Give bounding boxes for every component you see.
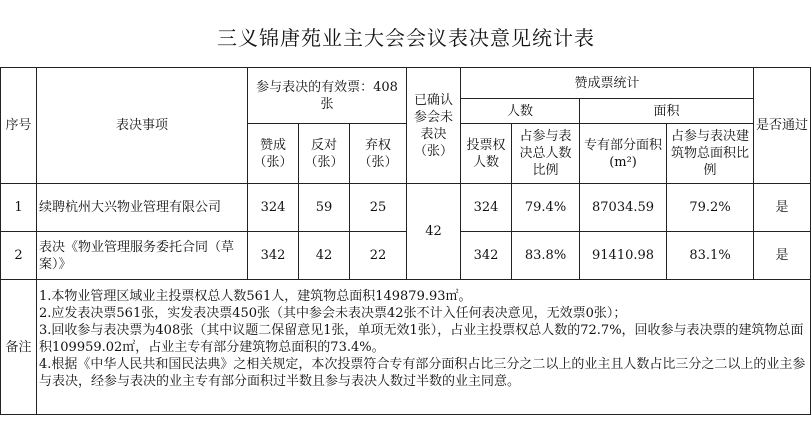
note-line: 4.根据《中华人民共和国民法典》之相关规定，本次投票符合专有部分面积占比三分之二以上的业主且人数占比三分之二以上的业主参与表决，经参与表决的业主专有部分面积过半数且参与表决人数过半数的业主同意。	[39, 357, 806, 389]
header-matter: 表决事项	[37, 68, 248, 184]
row-against: 42	[299, 232, 350, 280]
row-passed: 是	[754, 184, 811, 232]
row-area-ratio: 79.2%	[667, 184, 754, 232]
vote-statistics-table	[0, 67, 811, 415]
header-passed: 是否通过	[754, 68, 811, 184]
notes-label: 备注	[1, 280, 37, 415]
table-row	[1, 232, 811, 280]
header-person-ratio: 占参与表决总人数比例	[512, 124, 580, 184]
row-matter: 续聘杭州大兴物业管理有限公司	[37, 184, 248, 232]
header-vote-count: 投票权人数	[461, 124, 512, 184]
row-vote-count: 342	[461, 232, 512, 280]
row-abstain: 25	[350, 184, 407, 232]
row-agree: 342	[248, 232, 299, 280]
header-area-ratio: 占参与表决建筑物总面积比例	[667, 124, 754, 184]
row-seq: 1	[1, 184, 37, 232]
header-valid-votes: 参与表决的有效票：408张	[248, 68, 407, 124]
header-area: 面积	[580, 99, 754, 124]
header-seq: 序号	[1, 68, 37, 184]
row-against: 59	[299, 184, 350, 232]
table-row	[1, 184, 811, 232]
row-agree: 324	[248, 184, 299, 232]
header-agree: 赞成（张）	[248, 124, 299, 184]
row-vote-count: 324	[461, 184, 512, 232]
note-line: 3.回收参与表决票为408张（其中议题二保留意见1张，单项无效1张），占业主投票权总人数的72.7%，回收参与表决票的建筑物总面积109959.02㎡，占业主专有部分建筑物总面积的73.4%。	[39, 323, 804, 355]
header-exclusive-area: 专有部分面积(m²)	[580, 124, 667, 184]
page-title: 三义锦唐苑业主大会会议表决意见统计表	[217, 26, 595, 50]
row-person-ratio: 79.4%	[512, 184, 580, 232]
row-abstain: 22	[350, 232, 407, 280]
row-exclusive-area: 91410.98	[580, 232, 667, 280]
confirmed-unvoted-value: 42	[407, 184, 461, 280]
row-person-ratio: 83.8%	[512, 232, 580, 280]
note-line: 2.应发表决票561张，实发表决票450张（其中参会未表决票42张不计入任何表决意见，无效票0张）；	[39, 306, 627, 321]
header-persons: 人数	[461, 99, 580, 124]
row-exclusive-area: 87034.59	[580, 184, 667, 232]
row-passed: 是	[754, 232, 811, 280]
header-abstain: 弃权（张）	[350, 124, 407, 184]
row-matter: 表决《物业管理服务委托合同（草案）》	[37, 232, 248, 280]
note-line: 1.本物业管理区域业主投票权总人数561人，建筑物总面积149879.93㎡。	[39, 289, 472, 304]
notes-cell	[37, 280, 811, 415]
header-approve-stats: 赞成票统计	[461, 68, 754, 99]
row-area-ratio: 83.1%	[667, 232, 754, 280]
header-against: 反对（张）	[299, 124, 350, 184]
header-confirmed-unvoted: 已确认参会未表决（张）	[407, 68, 461, 184]
row-seq: 2	[1, 232, 37, 280]
